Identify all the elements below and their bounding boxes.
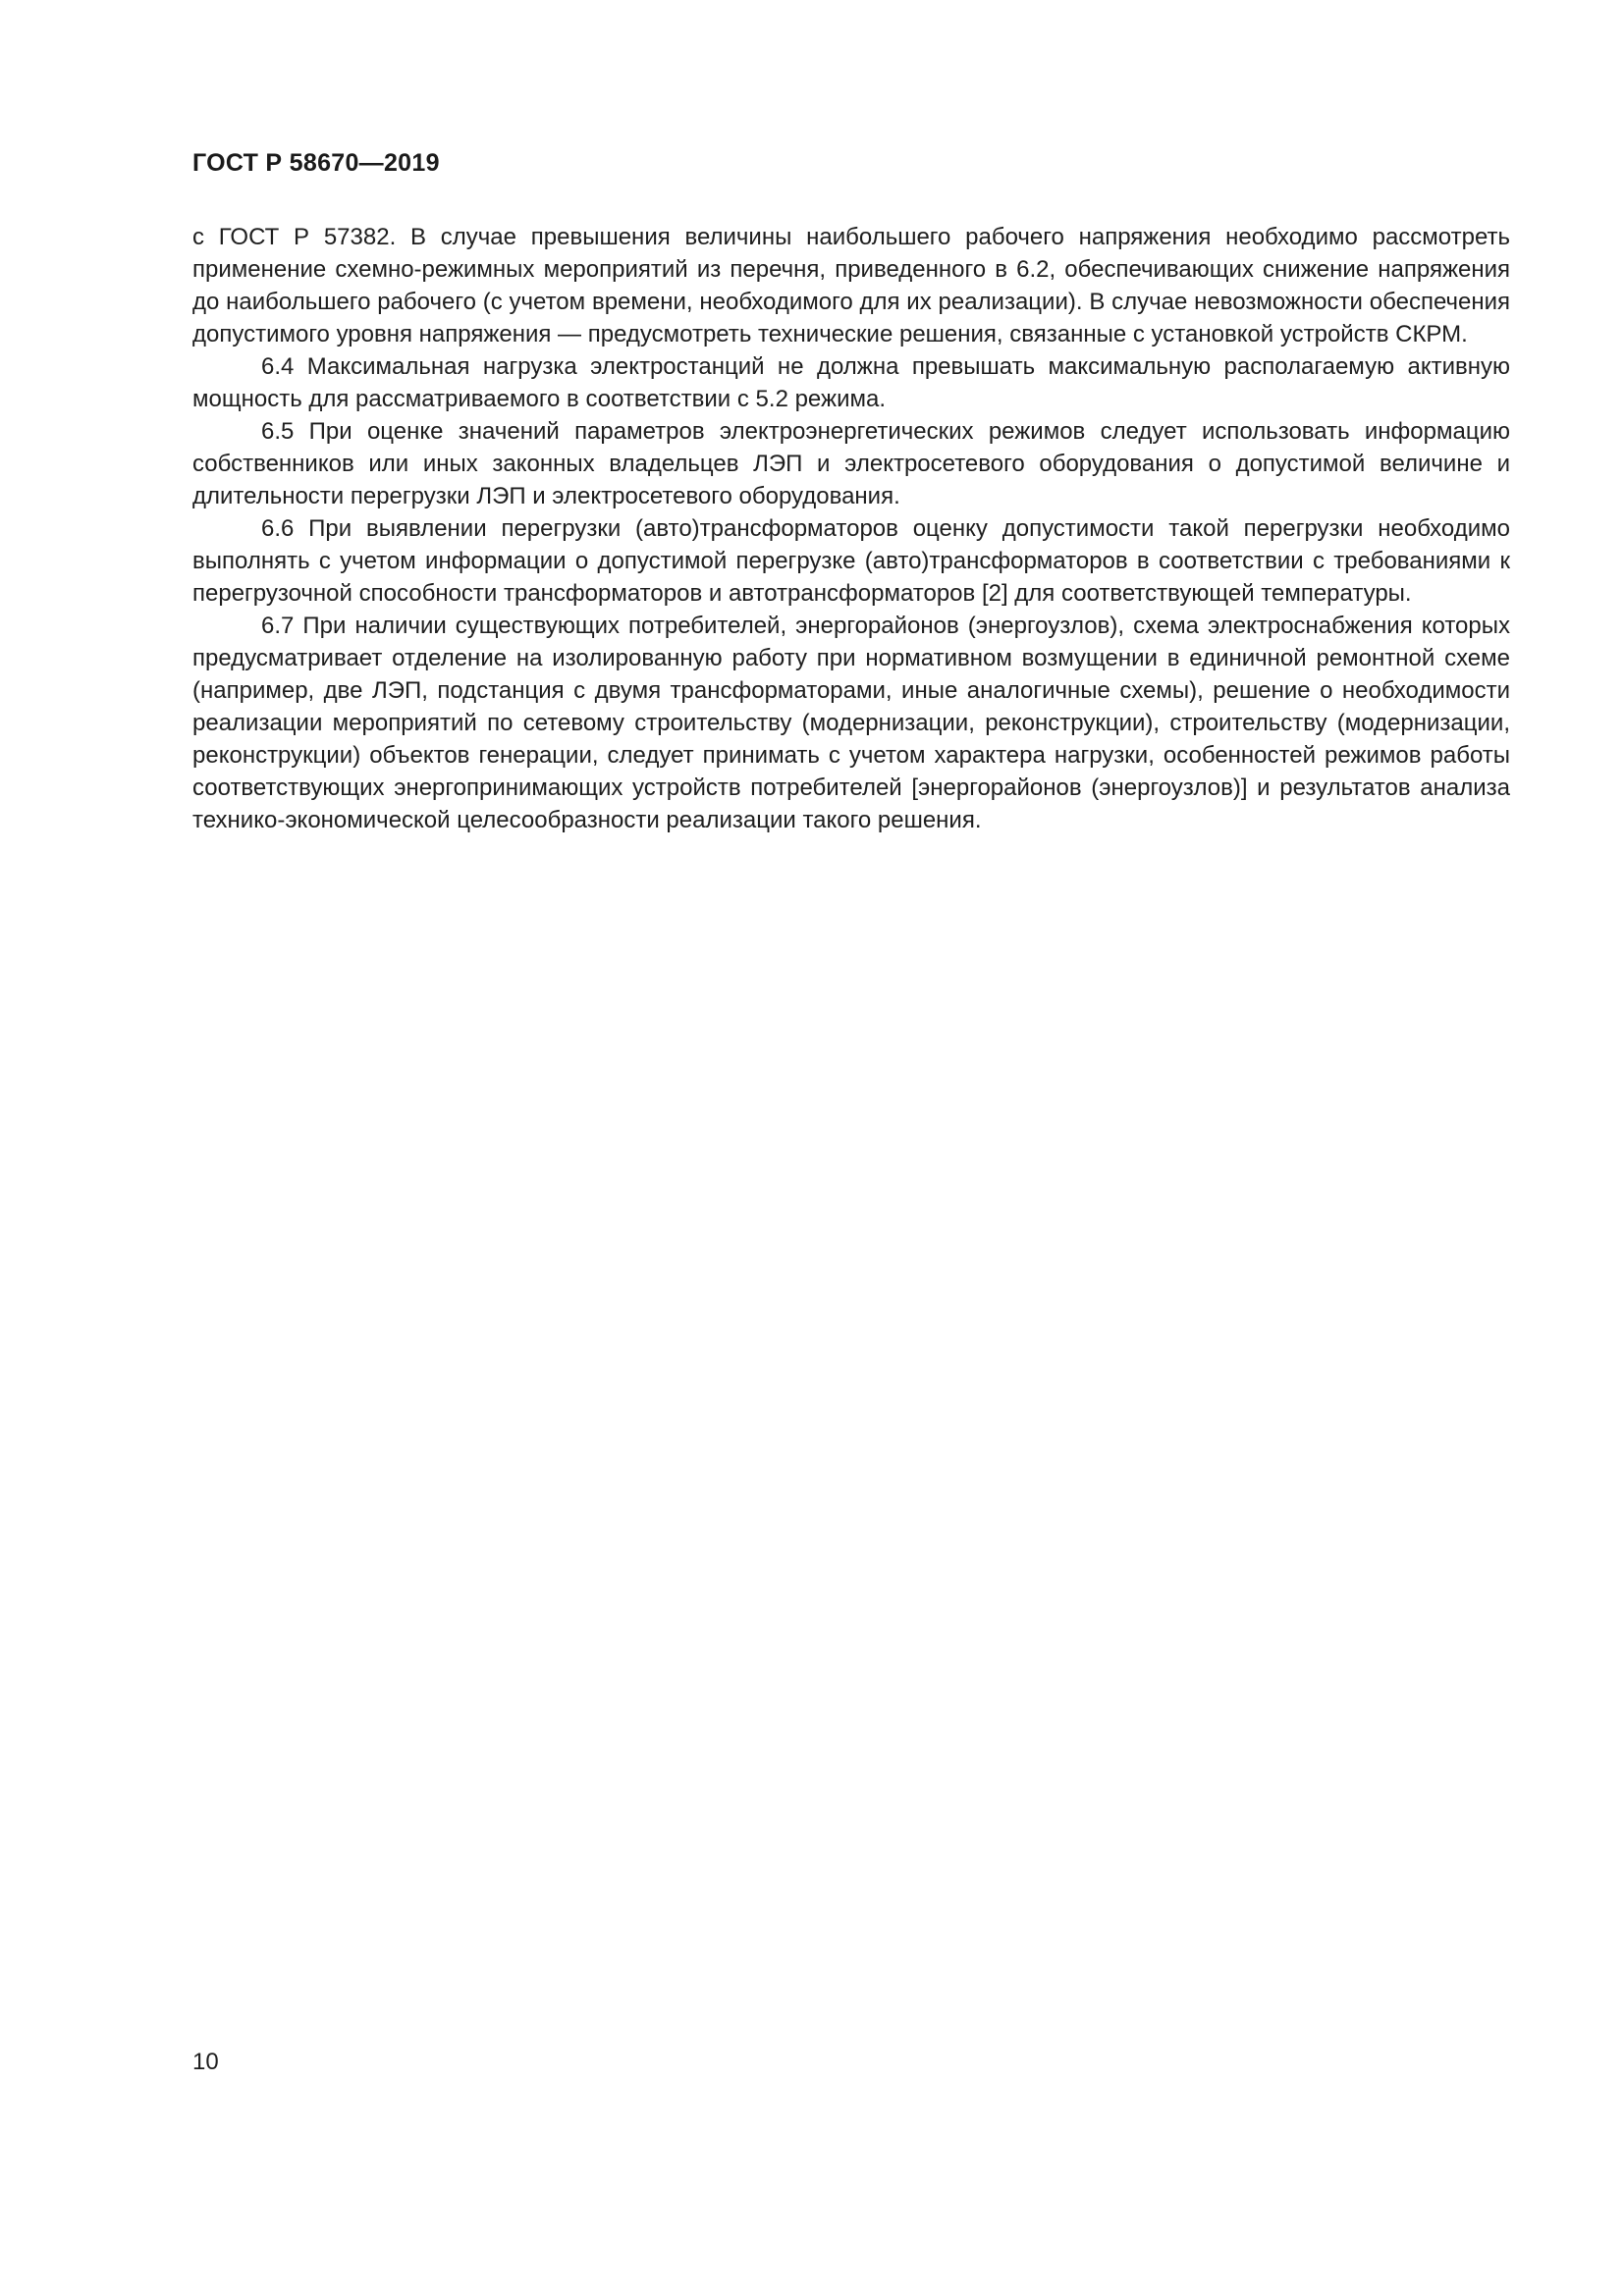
document-header: ГОСТ Р 58670—2019 — [192, 149, 440, 177]
paragraph-6-4: 6.4 Максимальная нагрузка электростанций не должна превышать максимальную располагаемую активную мощность для рассматриваемого в соответствии с 5.2 режима. — [192, 353, 1510, 412]
paragraph-6-6: 6.6 При выявлении перегрузки (авто)трансформаторов оценку допустимости такой перегрузки необходимо выполнять с учетом информации о допустимой перегрузке (авто)трансформаторов в соответствии с требованиями к перегрузочной способности трансформаторов и автотрансформаторов [2] для соответствующей температуры. — [192, 515, 1510, 607]
paragraph-6-7: 6.7 При наличии существующих потребителей, энергорайонов (энергоузлов), схема электроснабжения которых предусматривает отделение на изолированную работу при нормативном возмущении в единичной ремонтной схеме (например, две ЛЭП, подстанция с двумя трансформаторами, иные аналогичные схемы), решение о необходимости реализации мероприятий по сетевому строительству (модернизации, реконструкции), строительству (модернизации, реконструкции) объектов генерации, следует принимать с учетом характера нагрузки, особенностей режимов работы соответствующих энергопринимающих устройств потребителей [энергорайонов (энергоузлов)] и результатов анализа технико-экономической целесообразности реализации такого решения. — [192, 613, 1510, 833]
paragraph-6-5: 6.5 При оценке значений параметров электроэнергетических режимов следует использовать информацию собственников или иных законных владельцев ЛЭП и электросетевого оборудования о допустимой величине и длительности перегрузки ЛЭП и электросетевого оборудования. — [192, 418, 1510, 509]
paragraph-continuation: с ГОСТ Р 57382. В случае превышения величины наибольшего рабочего напряжения необходимо рассмотреть применение схемно-режимных мероприятий из перечня, приведенного в 6.2, обеспечивающих снижение напряжения до наибольшего рабочего (с учетом времени, необходимого для их реализации). В случае невозможности обеспечения допустимого уровня напряжения — предусмотреть технические решения, связанные с установкой устройств СКРМ. — [192, 224, 1510, 347]
page-number: 10 — [192, 2049, 219, 2075]
document-body — [192, 221, 1510, 836]
